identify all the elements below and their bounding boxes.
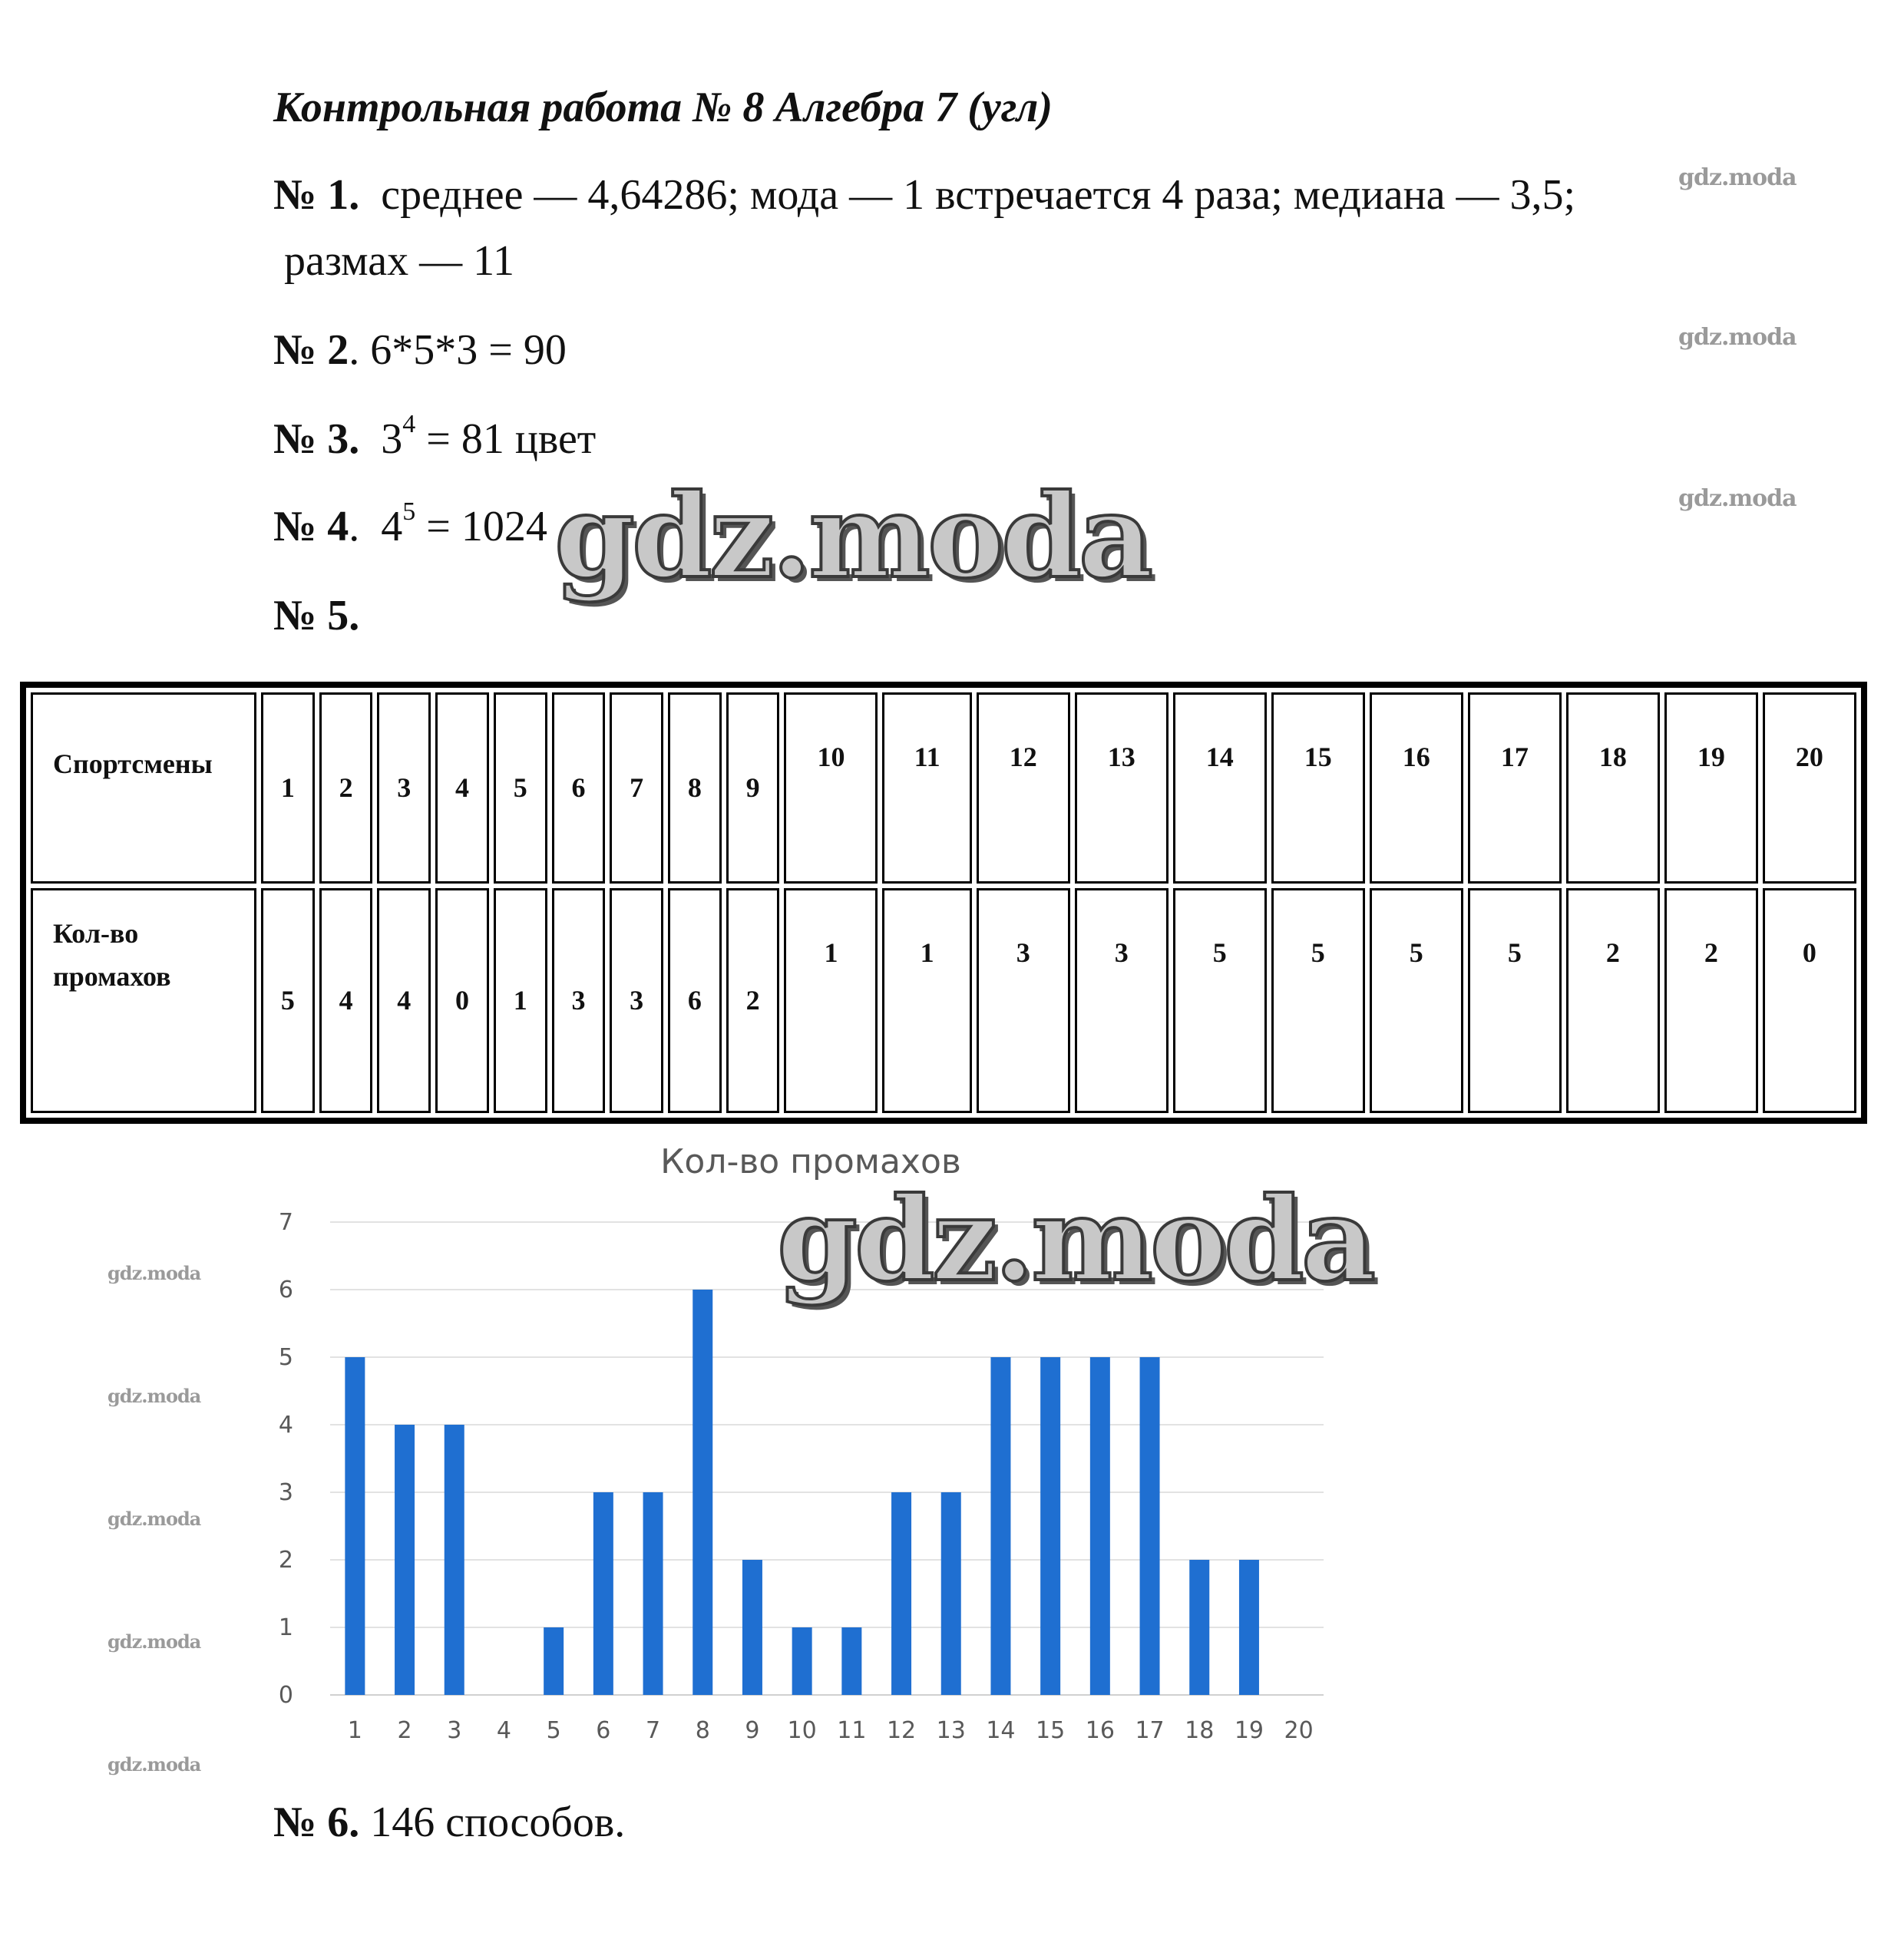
table-cell-athlete: 12 (977, 692, 1070, 884)
x-tick-label: 15 (1036, 1717, 1066, 1744)
athletes-table (20, 682, 1867, 1124)
table-cell-misses: 5 (1370, 888, 1463, 1113)
answer-1-text: среднее — 4,64286; мода — 1 встречается 4 раза; медиана — 3,5; (381, 171, 1576, 219)
table-cell-athlete: 4 (435, 692, 489, 884)
bar (395, 1425, 415, 1695)
table-cell-misses: 5 (261, 888, 315, 1113)
table-cell-athlete: 8 (668, 692, 722, 884)
x-tick-label: 7 (646, 1717, 661, 1744)
y-tick-label: 2 (278, 1547, 293, 1574)
bar (941, 1492, 961, 1695)
x-tick-label: 10 (787, 1717, 817, 1744)
row-header-athletes: Спортсмены (31, 692, 256, 884)
y-tick-label: 5 (278, 1344, 293, 1371)
row-header-misses-line1: Кол-во (53, 917, 139, 949)
x-tick-label: 2 (397, 1717, 412, 1744)
table-cell-misses: 2 (1664, 888, 1758, 1113)
table-cell-athlete: 15 (1271, 692, 1365, 884)
answer-1-label: № 1. (273, 171, 360, 219)
chart-y-ticks (279, 1209, 293, 1709)
bar (742, 1560, 762, 1695)
table-cell-misses: 3 (977, 888, 1070, 1113)
watermark-large: gdz.moda (554, 469, 1151, 604)
watermark: gdz.moda (107, 1262, 201, 1284)
table-cell-athlete: 5 (494, 692, 547, 884)
x-tick-label: 11 (837, 1717, 867, 1744)
x-tick-label: 8 (695, 1717, 710, 1744)
answer-4-exponent: 5 (402, 497, 416, 526)
table-cell-athlete: 9 (726, 692, 780, 884)
table-cell-athlete: 20 (1763, 692, 1856, 884)
y-tick-label: 4 (278, 1412, 293, 1439)
answer-4-base: 4 (381, 503, 403, 550)
answer-4-label: № 4 (273, 503, 349, 550)
table-cell-athlete: 3 (377, 692, 431, 884)
answer-3-base: 3 (381, 415, 403, 463)
bar (544, 1627, 564, 1695)
table-cell-misses: 2 (1566, 888, 1660, 1113)
bar (1239, 1560, 1259, 1695)
x-tick-label: 14 (986, 1717, 1016, 1744)
x-tick-label: 6 (596, 1717, 611, 1744)
answer-2 (273, 325, 567, 375)
answer-3-rest: = 81 цвет (415, 415, 597, 463)
bar (990, 1357, 1010, 1695)
bar (1040, 1357, 1060, 1695)
table-cell-athlete: 19 (1664, 692, 1758, 884)
x-tick-label: 19 (1234, 1717, 1264, 1744)
answer-1 (273, 170, 1575, 220)
table-cell-misses: 5 (1468, 888, 1562, 1113)
row-header-misses-line2: промахов (53, 960, 171, 992)
bar (1090, 1357, 1110, 1695)
watermark: gdz.moda (1678, 324, 1797, 351)
bar (445, 1425, 464, 1695)
answer-4-rest: = 1024 (415, 503, 547, 550)
x-tick-label: 9 (745, 1717, 760, 1744)
table-cell-athlete: 7 (610, 692, 663, 884)
table-row-misses (31, 888, 1856, 1113)
x-tick-label: 1 (347, 1717, 362, 1744)
table-cell-misses: 3 (1075, 888, 1169, 1113)
table-cell-misses: 4 (377, 888, 431, 1113)
y-tick-label: 3 (278, 1479, 293, 1506)
bar (693, 1290, 712, 1695)
table-cell-misses: 1 (882, 888, 971, 1113)
x-tick-label: 16 (1085, 1717, 1115, 1744)
chart-title: Кол-во промахов (660, 1142, 961, 1181)
answer-5-label: № 5. (273, 592, 360, 639)
table-cell-misses: 0 (435, 888, 489, 1113)
watermark: gdz.moda (107, 1753, 201, 1776)
table-cell-misses: 5 (1173, 888, 1267, 1113)
x-tick-label: 20 (1284, 1717, 1314, 1744)
answer-6-text: 146 способов. (359, 1799, 626, 1846)
answer-3-exponent: 4 (402, 410, 416, 438)
watermark: gdz.moda (107, 1385, 201, 1407)
table-cell-athlete: 6 (552, 692, 606, 884)
bar (643, 1492, 663, 1695)
watermark: gdz.moda (107, 1508, 201, 1530)
table-cell-misses: 6 (668, 888, 722, 1113)
answer-1-continuation: размах — 11 (284, 237, 515, 285)
table-cell-misses: 5 (1271, 888, 1365, 1113)
table-cell-athlete: 11 (882, 692, 971, 884)
y-tick-label: 1 (278, 1614, 293, 1641)
table-cell-athlete: 17 (1468, 692, 1562, 884)
answer-2-text: . 6*5*3 = 90 (349, 326, 567, 374)
answer-6 (273, 1798, 625, 1847)
table-cell-misses: 3 (552, 888, 606, 1113)
x-tick-label: 17 (1135, 1717, 1165, 1744)
table-cell-misses: 1 (494, 888, 547, 1113)
y-tick-label: 7 (278, 1209, 293, 1236)
table-cell-athlete: 13 (1075, 692, 1169, 884)
table-cell-misses: 1 (784, 888, 878, 1113)
y-tick-label: 6 (278, 1277, 293, 1303)
table-row-athletes (31, 692, 1856, 884)
watermark-large: gdz.moda (777, 1172, 1373, 1307)
x-tick-label: 4 (496, 1717, 511, 1744)
answer-3-label: № 3. (273, 415, 360, 463)
bar (345, 1357, 365, 1695)
row-header-misses (31, 888, 256, 1113)
page-title: Контрольная работа № 8 Алгебра 7 (угл) (273, 84, 1053, 131)
watermark: gdz.moda (1678, 485, 1797, 512)
bar (593, 1492, 613, 1695)
y-tick-label: 0 (278, 1682, 293, 1709)
bar (1140, 1357, 1160, 1695)
answer-6-label: № 6. (273, 1799, 360, 1846)
bar (891, 1492, 911, 1695)
table-cell-athlete: 14 (1173, 692, 1267, 884)
x-tick-label: 18 (1185, 1717, 1215, 1744)
x-tick-label: 13 (936, 1717, 966, 1744)
table-cell-athlete: 2 (319, 692, 373, 884)
answer-4-pre: . (349, 503, 382, 550)
watermark: gdz.moda (107, 1630, 201, 1653)
answer-2-label: № 2 (273, 326, 349, 374)
table-cell-misses: 2 (726, 888, 780, 1113)
table-cell-athlete: 16 (1370, 692, 1463, 884)
x-tick-label: 3 (447, 1717, 462, 1744)
bar (1189, 1560, 1209, 1695)
table-cell-misses: 3 (610, 888, 663, 1113)
table-cell-athlete: 1 (261, 692, 315, 884)
table-cell-misses: 0 (1763, 888, 1856, 1113)
table-cell-misses: 4 (319, 888, 373, 1113)
table-cell-athlete: 10 (784, 692, 878, 884)
bar (841, 1627, 861, 1695)
watermark: gdz.moda (1678, 164, 1797, 191)
chart-x-ticks (348, 1717, 1314, 1744)
table-cell-athlete: 18 (1566, 692, 1660, 884)
x-tick-label: 12 (886, 1717, 917, 1744)
answer-3 (273, 410, 597, 464)
x-tick-label: 5 (546, 1717, 561, 1744)
bar (792, 1627, 812, 1695)
answer-4 (273, 497, 547, 551)
